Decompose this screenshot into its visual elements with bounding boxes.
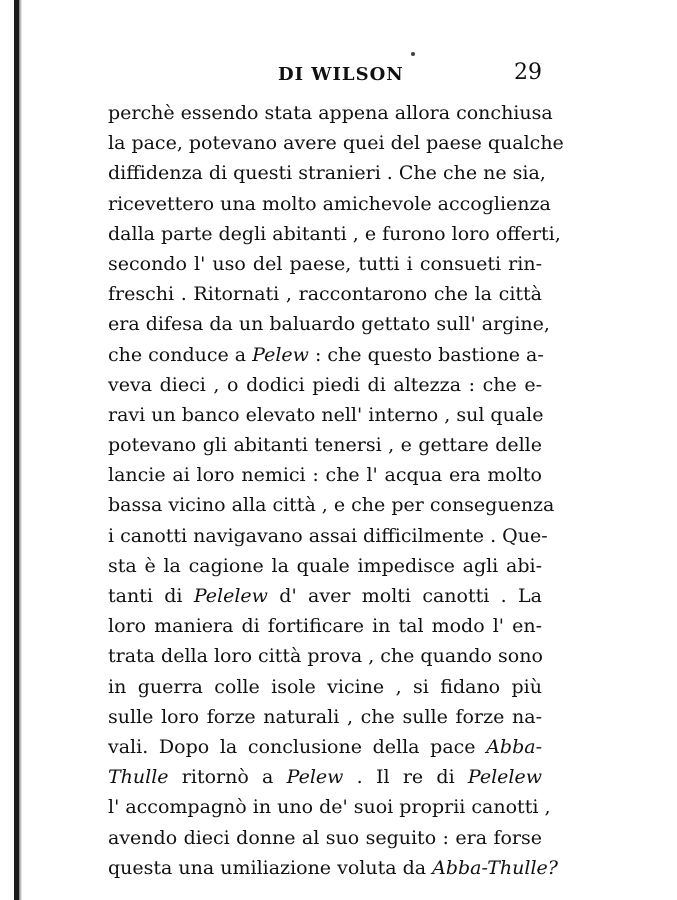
spine-shadow xyxy=(19,0,22,900)
text-line: secondo l' uso del paese, tutti i consueti rin- xyxy=(108,252,542,275)
text-line: era difesa da un baluardo gettato sull' argine, xyxy=(108,313,550,336)
text-line: Thulle ritornò a Pelew . Il re di Pelelew xyxy=(108,766,542,789)
text-line: lancie ai loro nemici : che l' acqua era molto xyxy=(108,464,542,487)
text-line: loro maniera di fortificare in tal modo l' en- xyxy=(108,615,542,638)
paper-speck xyxy=(411,52,415,56)
body-text xyxy=(108,98,564,883)
text-line: l' accompagnò in uno de' suoi proprii canotti , xyxy=(108,796,551,819)
text-line: sta è la cagione la quale impedisce agli abi- xyxy=(108,554,542,577)
text-line: che conduce a Pelew : che questo bastione a- xyxy=(108,343,544,366)
running-head: DI WILSON xyxy=(278,64,404,85)
page-number: 29 xyxy=(514,60,542,85)
text-line: in guerra colle isole vicine , si fidano più xyxy=(108,675,542,698)
text-line: freschi . Ritornati , raccontarono che la città xyxy=(108,283,542,306)
text-line: potevano gli abitanti tenersi , e gettare delle xyxy=(108,434,542,457)
text-line: dalla parte degli abitanti , e furono loro offerti, xyxy=(108,222,561,245)
text-line: ravi un banco elevato nell' interno , sul quale xyxy=(108,403,544,426)
text-line: la pace, potevano avere quei del paese qualche xyxy=(108,132,564,155)
text-line: avendo dieci donne al suo seguito : era forse xyxy=(108,826,542,849)
text-line: i canotti navigavano assai difficilmente . Que- xyxy=(108,524,548,547)
text-line: vali. Dopo la conclusione della pace Abba- xyxy=(108,735,542,758)
text-line: perchè essendo stata appena allora conchiusa xyxy=(108,102,553,124)
page-header xyxy=(108,60,542,90)
text-line: veva dieci , o dodici piedi di altezza : che e- xyxy=(108,373,542,396)
text-line: trata della loro città prova , che quando sono xyxy=(108,645,543,668)
text-line: sulle loro forze naturali , che sulle forze na- xyxy=(108,705,542,728)
text-line: tanti di Pelelew d' aver molti canotti . La xyxy=(108,585,542,607)
text-line: diffidenza di questi stranieri . Che che ne sia, xyxy=(108,162,546,185)
text-line: bassa vicino alla città , e che per conseguenza xyxy=(108,494,555,517)
text-line: ricevettero una molto amichevole accoglienza xyxy=(108,192,551,215)
text-line: questa una umiliazione voluta da Abba-Thulle? xyxy=(108,856,558,879)
